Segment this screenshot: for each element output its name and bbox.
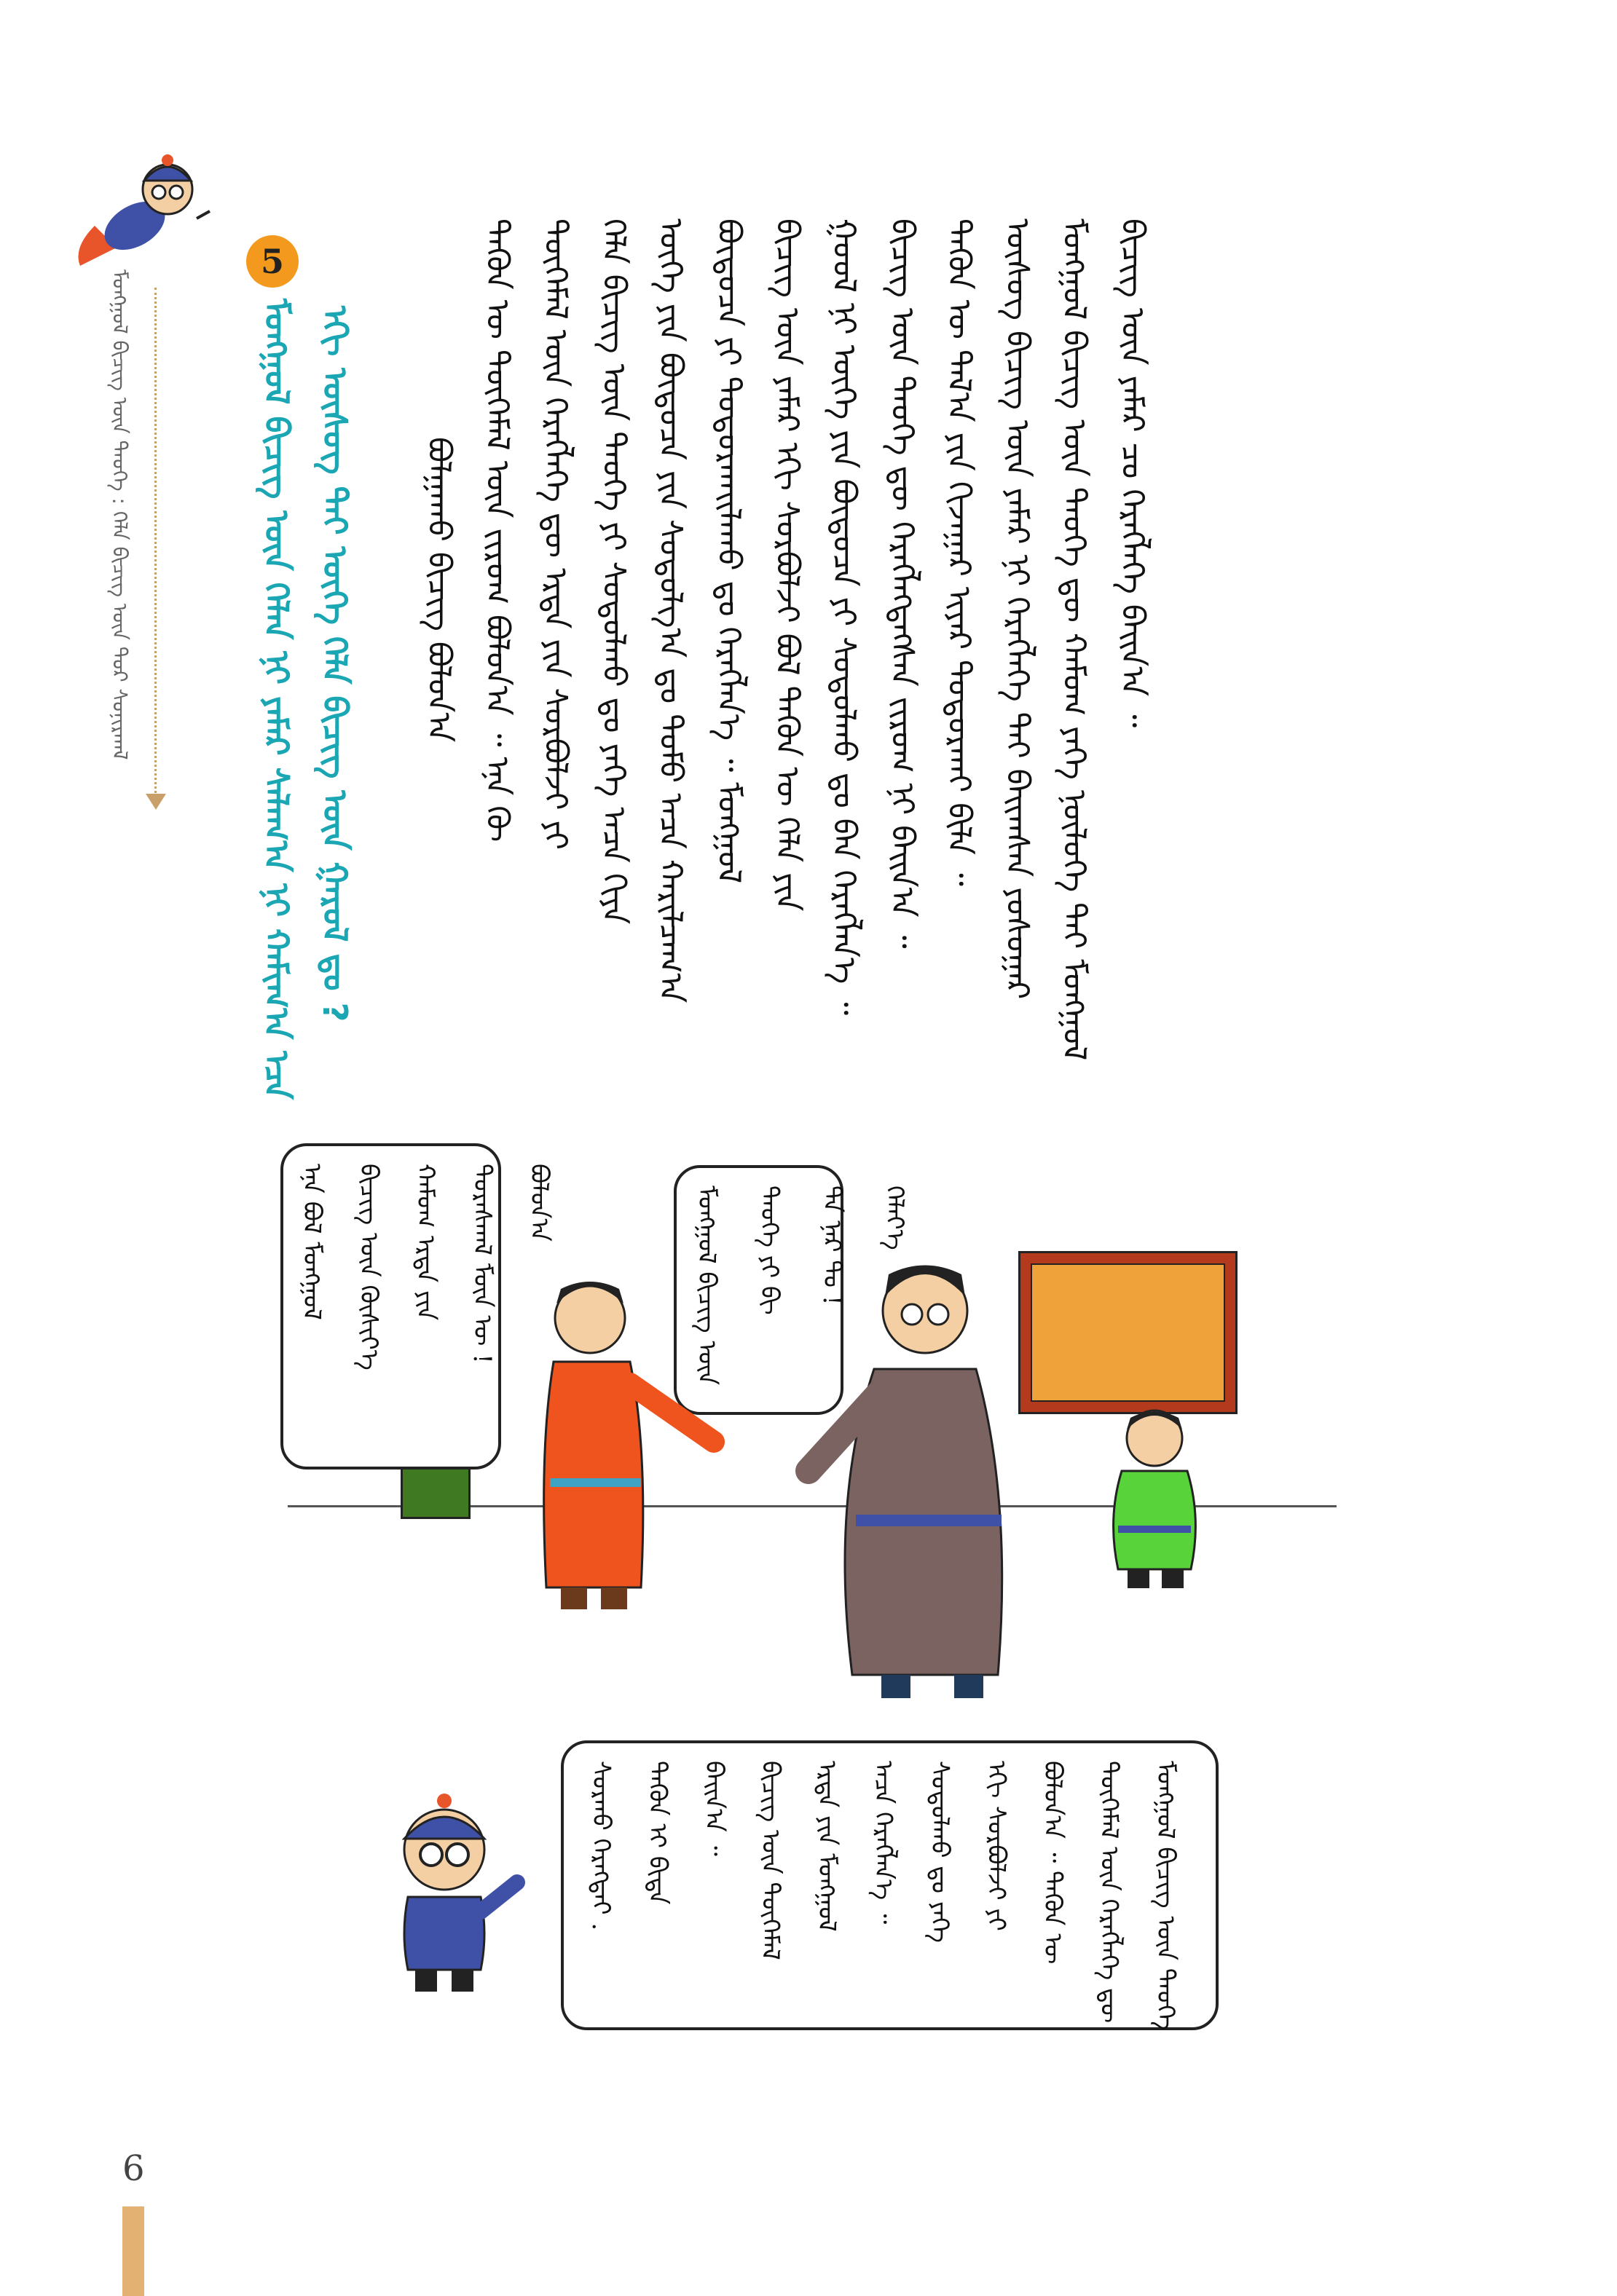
header-arrow-icon [146,794,166,810]
boy-in-orange-robe [510,1267,728,1617]
wall-painting [1018,1251,1238,1414]
narrator-line-7: ᠡᠷᠲᠡ ᠶᠢᠨ ᠮᠣᠩᠭᠣᠯ [812,1761,841,1932]
body-line-13: ᠪᠣᠯᠭᠠᠬᠤ ᠪᠢᠴᠢᠭ᠌ ᠪᠣᠯᠤᠨ᠎ᠠ [420,437,457,743]
question-line-2: ᠡᠬᠢ ᠦᠰᠦᠭ ᠲᠡᠢ ᠦᠭᠡ ᠬᠡᠯᠡ ᠪᠢᠴᠢᠭ᠌ ᠦᠨ ᠭᠠᠷᠤᠯ ᠳᠤ ? [315,306,355,1022]
boy-line-2: ᠪᠢᠴᠢᠭ᠌ ᠦᠨ ᠬᠥᠱᠢᠶ᠎ᠡ [354,1164,383,1370]
narrator-line-3: ᠪᠣᠯᠤᠨ᠎ᠠ ᠃ ᠲᠡᠭᠦᠨ ᠦ [1038,1761,1067,1965]
boy-line-1: ᠡᠨᠡ ᠪᠣᠯ ᠮᠣᠩᠭᠣᠯ [297,1164,326,1320]
body-line-11: ᠲᠦᠭᠡᠮᠡᠯ ᠦᠨ ᠬᠡᠷᠡᠭᠯᠡᠭᠡ ᠳᠦ ᠡᠷᠲᠡ ᠶᠢᠨ ᠰᠤᠷᠪᠤᠯᠵᠢ ᠶᠢ [537,218,574,851]
narrator-line-8: ᠪᠢᠴᠢᠭ᠌ ᠦᠨ ᠲᠦᠭᠡᠮᠡᠯ [755,1761,785,1960]
body-line-3: ᠦᠰᠦᠭ ᠪᠢᠴᠢᠭ᠌ ᠦᠨ ᠶᠠᠮᠠᠷ ᠨᠢ ᠬᠡᠷᠡᠭᠯᠡᠭᠡ ᠲᠡᠢ ᠪᠠᠢᠭᠰᠠᠨ ᠶᠣᠰᠣᠭᠠᠷ [999,218,1036,1000]
body-line-2: ᠮᠣᠩᠭᠣᠯ ᠪᠢᠴᠢᠭ᠌ ᠦᠨ ᠲᠡᠦᠬᠡ ᠳᠦ ᠬᠠᠮᠤᠭ ᠶᠡᠬᠡ ᠨᠥᠯᠦᠭᠡ ᠲᠠᠢ ᠮᠣᠩᠭᠣᠯ [1055,218,1093,1061]
teacher-line-3: ᠲᠠ ᠨᠠᠷ ᠲᠤ ! [817,1186,846,1306]
question-line-1: ᠮᠣᠩᠭᠣᠯ ᠪᠢᠴᠢᠭ᠌ ᠦᠨ ᠬᠡᠯᠡᠨ ᠨᠢ ᠶᠠᠮᠠᠷ ᠰᠠᠯᠠᠭ᠎ᠠ ᠨᠢ ᠬᠠᠮᠢᠭ᠎ᠠ ᠡᠴᠡ [257,299,296,1100]
narrator-line-2: ᠲᠦᠭᠡᠮᠡᠯ ᠦᠨ ᠬᠡᠷᠡᠭᠯᠡᠭᠡ ᠳᠦ [1094,1761,1124,2024]
body-text-block [422,218,1173,1107]
narrator-line-10: ᠲᠡᠭᠦᠨ ᠢ ᠪᠢᠳᠡ [642,1761,672,1905]
body-line-12: ᠲᠡᠭᠦᠨ ᠦ ᠲᠦᠭᠡᠮᠡᠯ ᠦᠨ ᠵᠢᠷᠤᠭ ᠪᠣᠯᠤᠨ᠎ᠠ ᠃ ᠡᠨᠡ ᠬᠦ [479,218,516,843]
narrator-line-1: ᠮᠣᠩᠭᠣᠯ ᠪᠢᠴᠢᠭ᠌ ᠦᠨ ᠲᠡᠦᠬᠡ [1151,1761,1180,2030]
narrator-line-6: ᠠᠴᠠ ᠬᠡᠷᠡᠭᠯᠡᠨ᠎ᠡ ᠃ [868,1761,898,1925]
running-header: ᠮᠣᠩᠭᠣᠯ ᠪᠢᠴᠢᠭ᠌ ᠦᠨ ᠲᠡᠦᠬᠡ : ᠬᠡᠯᠡ ᠪᠢᠴᠢᠭ᠌ ᠦᠨ ᠳᠤᠷ ᠰᠣᠨᠢᠷᠬᠠᠯ [108,269,132,760]
teacher-line-1: ᠮᠣᠩᠭᠣᠯ ᠪᠢᠴᠢᠭ᠌ ᠦᠨ [692,1186,721,1386]
flying-mascot-illustration [66,138,219,277]
body-line-6: ᠭᠣᠣᠯ ᠨᠢ ᠦᠭᠡ ᠶᠢᠨ ᠪᠦᠲᠦᠴᠡ ᠶᠢ ᠰᠤᠳᠤᠯᠬᠤ ᠳᠤ ᠪᠠᠨ ᠬᠡᠷᠡᠭᠯᠡᠨ᠎ᠡ ᠃ [825,218,862,1016]
boy-line-4: ᠳᠤᠷᠠᠰᠬᠠᠯ ᠮᠥᠨ ᠦ ! [468,1164,497,1364]
boy-line-5: ᠪᠣᠯᠤᠨ᠎ᠠ [524,1164,554,1242]
page-tab-bar [122,2206,144,2296]
question-number-badge [246,235,299,288]
body-line-8: ᠪᠦᠲᠦᠴᠡ ᠶᠢ ᠲᠣᠳᠣᠷᠬᠠᠢᠯᠠᠬᠤ ᠳᠤ ᠬᠡᠷᠡᠭᠯᠡᠨ᠎ᠡ ᠃ ᠮᠣᠩᠭᠣᠯ [710,218,747,884]
header-divider [154,288,157,797]
boy-line-3: ᠬᠠᠮᠤᠭ ᠡᠷᠲᠡ ᠶᠢᠨ [411,1164,440,1321]
body-line-5: ᠪᠢᠴᠢᠭ᠌ ᠦᠨ ᠲᠡᠦᠬᠡ ᠳᠦ ᠬᠡᠷᠡᠭᠯᠡᠭᠳᠡᠭᠰᠡᠨ ᠵᠢᠷᠤᠭ ᠨᠢ ᠪᠠᠢᠨ᠎ᠠ ᠃ [884,218,921,949]
narrator-line-4: ᠡᠬᠢ ᠰᠤᠷᠪᠤᠯᠵᠢ ᠶᠢ [981,1761,1011,1931]
body-line-1: ᠪᠢᠴᠢᠭ᠌ ᠦᠨ ᠶᠠᠮᠠᠷ ᠴᠤ ᠬᠡᠷᠡᠭᠯᠡᠭᠡ ᠪᠠᠢᠨ᠎ᠠ ᠃ [1114,218,1151,728]
child-in-green-robe [1085,1402,1224,1598]
teacher-line-2: ᠲᠡᠦᠬᠡ ᠶᠢ ᠪᠢ [755,1186,784,1315]
body-line-4: ᠲᠡᠭᠦᠨ ᠦ ᠲᠠᠯ᠎ᠠ ᠶᠢᠨ ᠬᠢᠵᠠᠭᠠᠷ ᠢᠶᠠᠷ ᠲᠣᠳᠤᠷᠬᠠᠢ ᠪᠢᠯᠡ ᠃ [940,218,977,886]
boy-speech-bubble [280,1143,554,1469]
teacher-line-4: ᠬᠡᠯᠡᠶ᠎ᠡ [880,1186,909,1250]
body-line-7: ᠪᠢᠴᠢᠭ᠌ ᠦᠨ ᠶᠠᠮᠠᠷ ᠡᠬᠢ ᠰᠤᠷᠪᠤᠯᠵᠢ ᠪᠣᠯ ᠲᠡᠭᠦᠨ ᠦ ᠬᠡᠯᠡ ᠶᠢᠨ [768,218,806,912]
narrator-speech-bubble [561,1740,1219,2030]
teacher-in-grey-robe [787,1252,1027,1704]
body-line-9: ᠦᠭᠡ ᠶᠢᠨ ᠪᠦᠲᠦᠴᠡ ᠶᠢᠨ ᠰᠤᠳᠤᠯᠭ᠎ᠠ ᠳᠤ ᠲᠣᠮᠣ ᠠᠴᠠ ᠬᠠᠷᠢᠯᠴᠠᠭ᠎ᠠ [652,218,689,1003]
page-number: 6 [122,2148,145,2189]
body-line-10: ᠬᠡᠯᠡ ᠪᠢᠴᠢᠭ᠌ ᠦᠨ ᠲᠡᠦᠬᠡ ᠶᠢ ᠰᠤᠳᠤᠯᠬᠤ ᠳᠤ ᠶᠡᠬᠡ ᠠᠴᠠ ᠬᠢᠶᠡ [595,218,632,925]
narrator-line-5: ᠰᠤᠳᠤᠯᠬᠤ ᠳᠤ ᠶᠡᠬᠡ [925,1761,954,1943]
question-number: 5 [260,242,284,281]
narrator-line-9: ᠪᠠᠢᠨ᠎ᠠ ᠃ [699,1761,728,1856]
narrator-line-11: ᠰᠤᠷᠬᠤ ᠬᠡᠷᠡᠭᠲᠡᠢ . [586,1761,615,1931]
narrator-boy-illustration [364,1788,532,2006]
